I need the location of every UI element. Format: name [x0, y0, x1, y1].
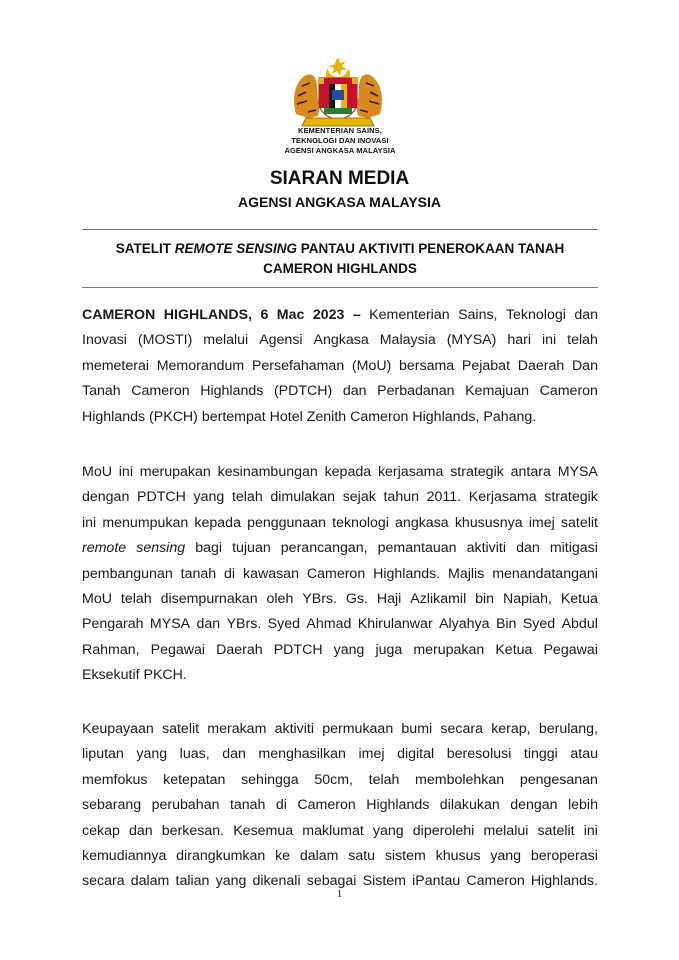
word: iPantau [412, 873, 461, 890]
word: atau [570, 746, 598, 763]
word: remote [82, 540, 127, 557]
paragraph-line [82, 844, 598, 869]
word: Mac [276, 307, 305, 323]
word: sistem [384, 847, 426, 864]
word: Highlands. [530, 873, 598, 890]
page-number: 1 [336, 888, 343, 900]
word: Pejabat [461, 357, 511, 374]
word: telah [368, 771, 400, 788]
word: talian [175, 873, 210, 890]
word: lebih [567, 797, 598, 814]
word: strategik [544, 489, 598, 506]
word: telah [120, 590, 152, 607]
word: merupakan [413, 641, 485, 658]
word: merupakan [139, 464, 211, 480]
paragraph-3 [82, 717, 598, 895]
word: kawasan [242, 565, 299, 582]
paragraph-line [82, 768, 598, 793]
word: Keupayaan [82, 721, 154, 737]
paragraph-line [82, 562, 598, 587]
word: pembangunan [82, 565, 173, 582]
word: menumpukan [102, 514, 189, 531]
word: di [224, 565, 236, 582]
word: Angkasa [313, 332, 369, 349]
word: Syed [522, 616, 556, 633]
word: menandatangani [492, 565, 598, 582]
word: dimulakan [270, 489, 336, 506]
word: perancangan, [280, 540, 368, 557]
headline-prefix: SATELIT [115, 241, 175, 256]
word: (PDTCH) [273, 383, 333, 400]
word: Daerah [517, 357, 565, 374]
word: yang [215, 873, 247, 890]
word: kemudiannya [82, 847, 167, 864]
word: kepada [324, 464, 372, 480]
word: PDTCH [137, 489, 186, 506]
word: dilakukan [439, 797, 500, 814]
word: satelit [560, 514, 598, 531]
word: 2023 [312, 307, 345, 323]
word: diperolehi [412, 822, 475, 839]
word: secara [82, 873, 125, 890]
word: khususnya [454, 514, 523, 531]
word: beroperasi [530, 847, 598, 864]
word: ini [541, 332, 557, 349]
word: aktiviti [466, 540, 507, 557]
word: HIGHLANDS, [163, 307, 253, 323]
word: Kesemua [233, 822, 294, 839]
word: Malaysia [379, 332, 436, 349]
word: memeterai [82, 357, 150, 374]
word: ke [275, 847, 291, 864]
headline-line-2: CAMERON HIGHLANDS [263, 261, 417, 276]
word: ketepatan [163, 771, 226, 788]
paragraph-line [82, 485, 598, 510]
word: – [352, 307, 361, 323]
word: bagi [195, 540, 223, 557]
word: Pengarah [82, 616, 144, 633]
word: bersama [399, 357, 455, 374]
word: satu [348, 847, 376, 864]
word: Ketua [560, 590, 598, 607]
word: Kerjasama [468, 489, 537, 506]
word: Perbadanan [377, 383, 455, 400]
paragraph-line [82, 793, 598, 818]
paragraph-line [82, 612, 598, 637]
paragraph-line [82, 328, 598, 353]
word: luas, [179, 746, 210, 763]
word: Abdul [561, 616, 598, 633]
word: merakam [207, 721, 267, 737]
word: dan [574, 307, 598, 323]
word: mitigasi [549, 540, 598, 557]
word: tanah [229, 797, 266, 814]
word: dirangkumkan [176, 847, 266, 864]
word: (MOSTI) [137, 332, 193, 349]
word: dan [516, 540, 540, 557]
word: dikenali [252, 873, 301, 890]
word: ini [118, 464, 133, 480]
paragraph-1 [82, 303, 598, 430]
word: melalui [483, 822, 529, 839]
word: CAMERON [82, 307, 156, 323]
word: imej [358, 746, 385, 763]
word: MoU [82, 464, 112, 480]
word: Highlands. [373, 565, 441, 582]
word: tahun [383, 489, 419, 506]
word: Alyahya [439, 616, 490, 633]
word: pemantauan [377, 540, 457, 557]
ministry-line-2: TEKNOLOGI DAN INOVASI [291, 136, 389, 145]
word: Tanah [82, 383, 121, 400]
word: juga [375, 641, 403, 658]
document-title: SIARAN MEDIA [269, 168, 410, 189]
word: teknologi [332, 514, 389, 531]
word: Napiah, [503, 590, 552, 607]
top-divider [82, 229, 598, 230]
word: MYSA [557, 464, 598, 480]
word: dengan [82, 489, 130, 506]
word: Syed [267, 616, 301, 633]
word: sejak [342, 489, 376, 506]
word: Azlikamil [410, 590, 467, 607]
word: yang [193, 489, 225, 506]
word: PDTCH [273, 641, 323, 658]
word: penggunaan [247, 514, 326, 531]
word: kesinambungan [217, 464, 318, 480]
word: kerjasama [377, 464, 444, 480]
word: dengan [510, 797, 558, 814]
paragraph-line [82, 303, 598, 328]
paragraph-line [82, 379, 598, 404]
word: bumi [401, 721, 433, 737]
word: angkasa [395, 514, 449, 531]
word: satelit [162, 721, 200, 737]
word: (MYSA) [446, 332, 497, 349]
paragraph-line: Eksekutif PKCH. [82, 667, 187, 684]
word: Cameron [539, 383, 598, 400]
word: Kementerian [369, 307, 450, 323]
word: Ahmad [306, 616, 352, 633]
word: Haji [376, 590, 402, 607]
word: MYSA [149, 616, 191, 633]
word: Persefahaman [251, 357, 345, 374]
word: Sains, [458, 307, 498, 323]
word: liputan [82, 746, 124, 763]
word: hari [507, 332, 531, 349]
word: kepada [194, 514, 241, 531]
word: bin [475, 590, 495, 607]
word: Cameron [297, 797, 356, 814]
bottom-divider [82, 287, 598, 288]
paragraph-line [82, 587, 598, 612]
word: cekap [82, 822, 120, 839]
word: Rahman, [82, 641, 140, 658]
word: tinggi [523, 746, 558, 763]
word: maklumat [302, 822, 364, 839]
word: berulang, [538, 721, 598, 737]
word: Cameron [466, 873, 525, 890]
word: ini [583, 822, 598, 839]
word: sehingga [241, 771, 299, 788]
word: Daerah [216, 641, 263, 658]
word: sebagai [306, 873, 357, 890]
word: Bin [495, 616, 517, 633]
word: MoU [82, 590, 112, 607]
word: Majlis [448, 565, 485, 582]
word: tujuan [232, 540, 271, 557]
word: Kemajuan [465, 383, 529, 400]
word: yang [490, 847, 522, 864]
paragraph-line [82, 819, 598, 844]
word: Highlands [200, 383, 264, 400]
word: secara [440, 721, 483, 737]
headline-italic: REMOTE SENSING [174, 241, 297, 256]
paragraph-line [82, 536, 598, 561]
word: membolehkan [415, 771, 505, 788]
word: dan [342, 383, 367, 400]
paragraph-line [82, 354, 598, 379]
word: antara [510, 464, 551, 480]
headline [82, 239, 598, 279]
word: disempurnakan [160, 590, 258, 607]
paragraph-line: Highlands (PKCH) bertempat Hotel Zenith Cameron Highlands, Pahang. [82, 408, 537, 425]
word: memfokus [82, 771, 148, 788]
paragraph-2 [82, 460, 598, 689]
word: permukaan [322, 721, 394, 737]
word: khusus [435, 847, 481, 864]
word: yang [333, 641, 365, 658]
word: pengesanan [519, 771, 598, 788]
word: Pegawai [543, 641, 598, 658]
ministry-line-1: KEMENTERIAN SAINS, [298, 126, 382, 135]
word: di [275, 797, 287, 814]
word: YBrs. [226, 616, 262, 633]
word: telah [567, 332, 598, 349]
word: kerap, [491, 721, 531, 737]
word: yang [372, 822, 404, 839]
word: Cameron [306, 565, 366, 582]
ministry-name [240, 126, 440, 156]
word: Pegawai [150, 641, 206, 658]
word: dan [222, 746, 246, 763]
word: menghasilkan [258, 746, 346, 763]
word: telah [231, 489, 263, 506]
word: beresolusi [446, 746, 512, 763]
word: perubahan [151, 797, 220, 814]
paragraph-line [82, 511, 598, 536]
word: Teknologi [505, 307, 566, 323]
document-subtitle: AGENSI ANGKASA MALAYSIA [237, 194, 442, 210]
word: Memorandum [156, 357, 245, 374]
word: Dan [571, 357, 598, 374]
paragraph-line [82, 742, 598, 767]
word: oleh [266, 590, 294, 607]
headline-suffix: PANTAU AKTIVITI PENEROKAAN TANAH [297, 241, 565, 256]
word: YBrs. [302, 590, 337, 607]
word: satelit [537, 822, 575, 839]
word: strategik [450, 464, 504, 480]
word: sebarang [82, 797, 142, 814]
word: tanah [180, 565, 217, 582]
paragraph-line [82, 717, 598, 742]
word: dalam [130, 873, 170, 890]
word: 6 [260, 307, 269, 323]
word: dan [196, 616, 221, 633]
word: digital [397, 746, 435, 763]
word: ini [82, 514, 97, 531]
word: Inovasi [82, 332, 127, 349]
word: sensing [136, 540, 186, 557]
word: Cameron [131, 383, 190, 400]
word: 50cm, [314, 771, 353, 788]
word: imej [528, 514, 555, 531]
word: dalam [299, 847, 339, 864]
word: melalui [203, 332, 249, 349]
word: Agensi [259, 332, 303, 349]
word: Khirulanwar [357, 616, 433, 633]
word: yang [136, 746, 168, 763]
paragraph-line [82, 638, 598, 663]
malaysia-coat-of-arms-icon [288, 56, 388, 128]
word: Highlands [366, 797, 430, 814]
word: (MoU) [351, 357, 392, 374]
word: Gs. [345, 590, 368, 607]
paragraph-line [82, 460, 598, 485]
word: dan [128, 822, 153, 839]
word: 2011. [426, 489, 462, 506]
word: Ketua [495, 641, 533, 658]
word: Sistem [362, 873, 406, 890]
word: aktiviti [274, 721, 315, 737]
ministry-line-3: AGENSI ANGKASA MALAYSIA [284, 146, 396, 155]
word: berkesan. [161, 822, 225, 839]
